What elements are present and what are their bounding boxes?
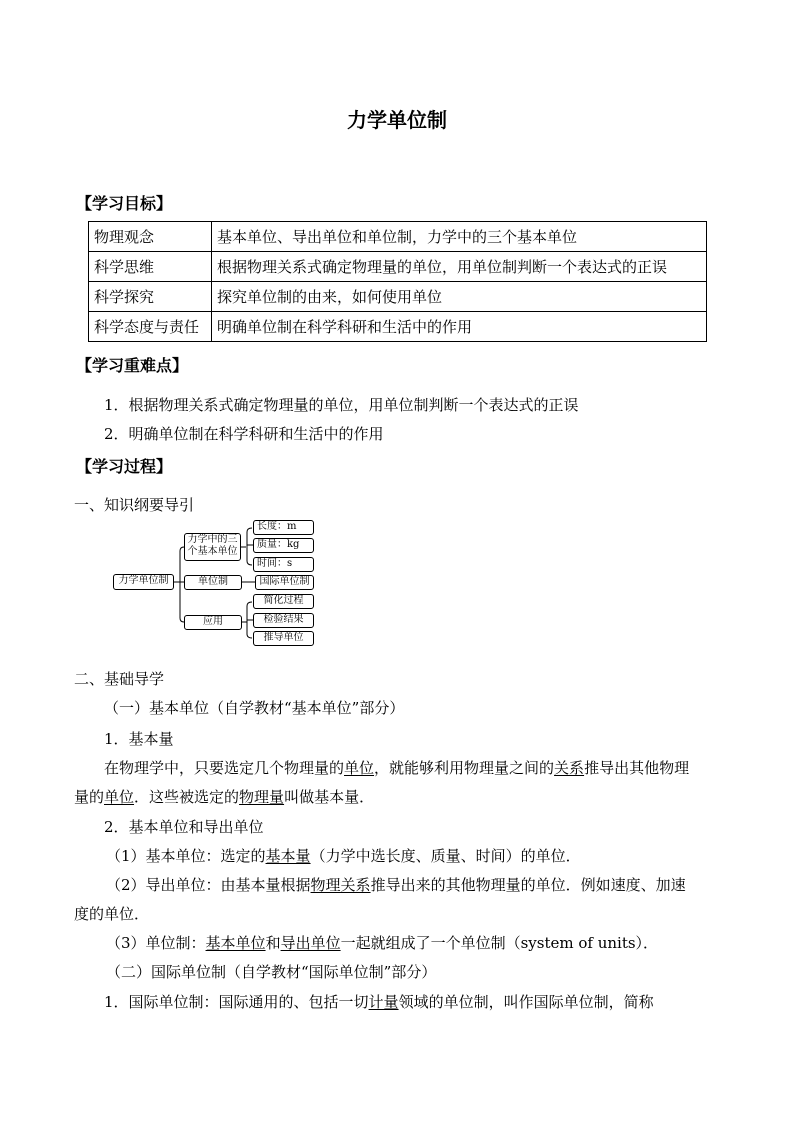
goal-category: 物理观念 [89, 222, 212, 252]
outline-leaf-derive: 推导单位 [253, 631, 314, 646]
outline-leaf-verify: 检验结果 [253, 613, 314, 628]
key-point-item: 2．明确单位制在科学科研和生活中的作用 [104, 425, 384, 443]
paragraph-line: 量的单位．这些被选定的物理量叫做基本量． [74, 788, 375, 806]
outline-leaf-mass: 质量：kg [253, 538, 314, 553]
outline-leaf-simplify: 简化过程 [253, 594, 314, 609]
blank-answer: 物理关系 [310, 876, 371, 894]
paragraph-line: 1．国际单位制：国际通用的、包括一切计量领域的单位制，叫作国际单位制，简称 [104, 993, 654, 1011]
learning-process-heading: 【学习过程】 [76, 457, 173, 476]
table-row [89, 222, 707, 252]
paragraph-line: 度的单位． [74, 905, 150, 923]
blank-answer: 单位 [344, 759, 375, 777]
subsection-basic-units: （一）基本单位（自学教材“基本单位”部分） [104, 699, 405, 717]
goal-content: 基本单位、导出单位和单位制，力学中的三个基本单位 [212, 222, 707, 252]
goal-category: 科学态度与责任 [89, 312, 212, 342]
table-row [89, 282, 707, 312]
paragraph-line: 在物理学中，只要选定几个物理量的单位，就能够利用物理量之间的关系推导出其他物理 [104, 759, 690, 777]
outline-root-node: 力学单位制 [113, 574, 174, 590]
outline-leaf-length: 长度：m [253, 520, 314, 535]
goal-content: 明确单位制在科学科研和生活中的作用 [212, 312, 707, 342]
paragraph-line: （3）单位制：基本单位和导出单位一起就组成了一个单位制（system of units）． [106, 934, 659, 952]
paragraph-line: （2）导出单位：由基本量根据物理关系推导出来的其他物理量的单位．例如速度、加速 [106, 876, 686, 894]
outline-branch-basic-units: 力学中的三个基本单位 [184, 533, 241, 561]
learning-goals-table [88, 221, 707, 342]
goal-content: 根据物理关系式确定物理量的单位，用单位制判断一个表达式的正误 [212, 252, 707, 282]
goal-content: 探究单位制的由来，如何使用单位 [212, 282, 707, 312]
outline-branch-application: 应用 [184, 615, 242, 630]
blank-answer: 基本量 [265, 847, 311, 865]
table-row [89, 252, 707, 282]
outline-leaf-time: 时间：s [253, 557, 314, 572]
blank-answer: 单位 [104, 788, 135, 806]
outline-branch-unit-system: 单位制 [184, 575, 242, 590]
page-title: 力学单位制 [347, 108, 447, 132]
goal-category: 科学探究 [89, 282, 212, 312]
basic-guide-heading: 二、基础导学 [74, 670, 165, 688]
key-point-item: 1．根据物理关系式确定物理量的单位，用单位制判断一个表达式的正误 [104, 396, 579, 414]
goal-category: 科学思维 [89, 252, 212, 282]
paragraph-line: （1）基本单位：选定的基本量（力学中选长度、质量、时间）的单位． [106, 847, 581, 865]
outline-heading: 一、知识纲要导引 [74, 496, 195, 514]
blank-answer: 导出单位 [280, 934, 341, 952]
learning-goals-heading: 【学习目标】 [76, 194, 173, 213]
blank-answer: 基本单位 [205, 934, 266, 952]
knowledge-outline-diagram [112, 520, 324, 648]
table-row [89, 312, 707, 342]
outline-leaf-si: 国际单位制 [255, 575, 314, 590]
item-basic-quantity: 1．基本量 [104, 730, 174, 748]
subsection-si: （二）国际单位制（自学教材“国际单位制”部分） [106, 963, 437, 981]
blank-answer: 计量 [368, 993, 399, 1011]
blank-answer: 关系 [554, 759, 585, 777]
item-units: 2．基本单位和导出单位 [104, 818, 264, 836]
blank-answer: 物理量 [239, 788, 285, 806]
key-points-heading: 【学习重难点】 [76, 356, 189, 375]
